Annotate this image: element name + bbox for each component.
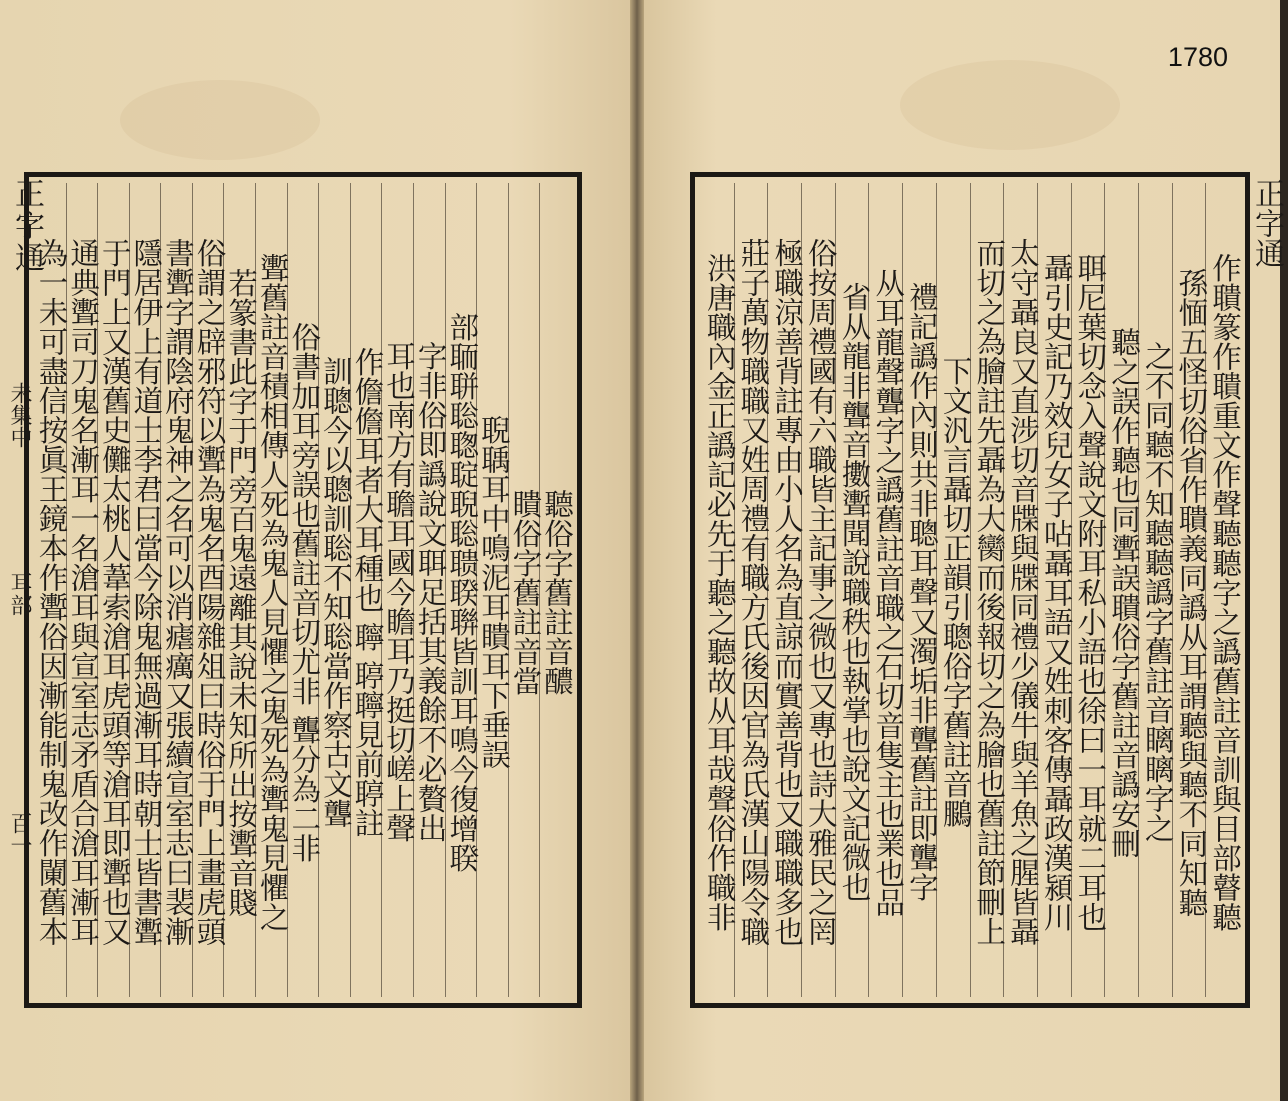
- text-column: 若篆書此字于門旁百鬼遠離其說未知所出按聻音賤: [223, 183, 255, 997]
- text-column: 通典聻司刀鬼名漸耳一名滄耳與宣室志矛盾合滄耳漸耳: [66, 183, 98, 997]
- text-column: 聶引史記乃效兒女子呫聶耳語又姓刺客傳聶政漢潁川: [1037, 183, 1071, 997]
- text-column: 作儋儋耳者大耳種也 聹 聤聹見前聤註: [350, 183, 382, 997]
- text-column: 聣聥耳中鳴泥耳瞶耳下垂誤: [476, 183, 508, 997]
- text-column: 之不同聽不知聽聽譌字舊註音瞝瞝字之: [1138, 183, 1172, 997]
- text-column: 聻舊註音積相傳人死為鬼人見懼之鬼死為聻鬼見懼之: [255, 183, 287, 997]
- text-column: 書聻字謂陰府鬼神之名可以消瘧癘又張續宣室志曰裴漸: [160, 183, 192, 997]
- paper-stain: [900, 60, 1120, 150]
- text-column: 瞶俗字舊註音當: [508, 183, 540, 997]
- text-column: 俗謂之辟邪符以聻為鬼名酉陽雜俎曰時俗于門上畫虎頭: [192, 183, 224, 997]
- text-column: 聑尼葉切念入聲說文附耳私小語也徐曰一耳就二耳也: [1071, 183, 1105, 997]
- text-column: 从耳龍聲聾字之譌舊註音職之石切音隻主也業也品: [868, 183, 902, 997]
- text-column: 俗按周禮國有六職皆主記事之微也又專也詩大雅民之罔: [801, 183, 835, 997]
- text-column: 莊子萬物職職又姓周禮有職方氏後因官為氏漢山陽令職: [734, 183, 768, 997]
- text-column: 極職涼善背註專由小人名為直諒而實善背也又職職多也: [767, 183, 801, 997]
- year-label: 1780: [1167, 42, 1228, 72]
- paper-stain: [120, 80, 320, 160]
- right-text-columns: [701, 183, 1242, 997]
- book-title-left: 正字通: [9, 178, 44, 274]
- radical-label: 耳部: [7, 572, 32, 616]
- text-column: 部聏聠聡聦聢聣聡聩聧聨皆訓耳鳴今復增聧: [445, 183, 477, 997]
- text-column: 訓聰今以聰訓聡不知聡當作察古文聾: [318, 183, 350, 997]
- page-number: 百一: [7, 812, 32, 856]
- text-column: 耳也南方有聸耳國今瞻耳乃挺切嵯上聲: [381, 183, 413, 997]
- text-column: 省从龍非聾音擻聻聞說職秩也執掌也說文記微也: [835, 183, 869, 997]
- text-column: 俗書加耳旁誤也舊註音切尤非 聾分為二非: [287, 183, 319, 997]
- text-column: 聽之誤作聽也同聻誤聵俗字舊註音譌安刪: [1104, 183, 1138, 997]
- left-text-frame: [24, 172, 582, 1008]
- left-text-columns: [34, 183, 574, 997]
- text-column: 下文汎言聶切正韻引聰俗字舊註音鵩: [936, 183, 970, 997]
- book-gutter: [630, 0, 644, 1101]
- text-column: 洪唐職內金正譌記必先于聽之聽故从耳哉聲俗作職非: [702, 252, 737, 932]
- text-column: 為一未可盡信按眞王鏡本作聻俗因漸能制鬼改作䦨舊本: [34, 238, 69, 946]
- text-column: 禮記譌作內則共非聰耳聲又濁垢非聾舊註即聾字: [902, 183, 936, 997]
- right-text-frame: [690, 172, 1250, 1008]
- text-column: 作聵篆作聵重文作聲聽聽字之譌舊註音訓與目部瞽聽: [1205, 183, 1239, 997]
- book-title-right: 正字通: [1249, 178, 1284, 268]
- text-column: 字非俗即譌說文聑足括其義餘不必贅出: [413, 183, 445, 997]
- text-column: 于門上又漢舊史儺太桃人葦索滄耳虎頭等滄耳即聻也又: [97, 183, 129, 997]
- text-column: 太守聶良又直涉切音牒與牒同禮少儀牛與羊魚之腥皆聶: [1003, 183, 1037, 997]
- text-column: 聽俗字舊註音醲: [539, 183, 571, 997]
- text-column: 隱居伊上有道士李君曰當今除鬼無過漸耳時朝士皆書聻: [129, 183, 161, 997]
- text-column: 孫愐五怪切俗省作聵義同譌从耳謂聽與聽不同知聽: [1172, 183, 1206, 997]
- volume-label: 未集中: [7, 382, 32, 448]
- text-column: 而切之為膾註先聶為大臠而後報切之為膾也舊註節刪上: [970, 183, 1004, 997]
